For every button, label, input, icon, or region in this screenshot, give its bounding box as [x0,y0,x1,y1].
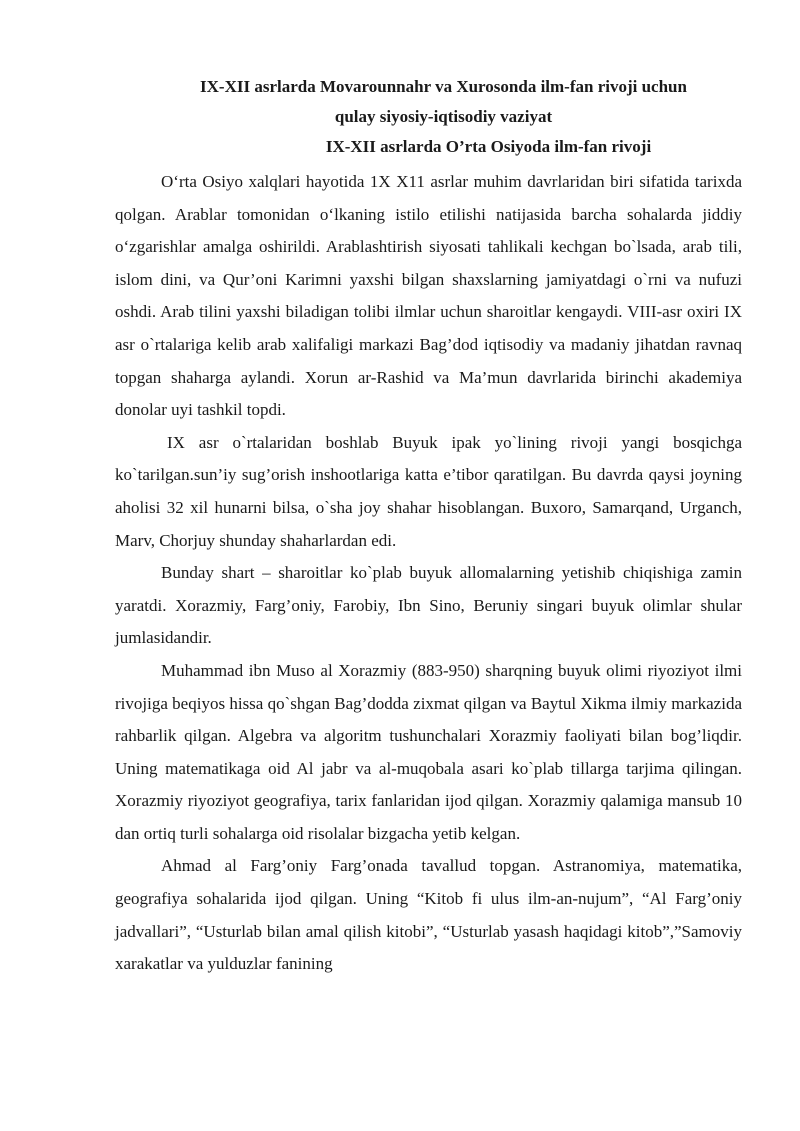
paragraph-1: O‘rta Osiyo xalqlari hayotida 1X X11 asrlar muhim davrlaridan biri sifatida tarixda qolgan. Arablar tomonidan o‘lkaning istilo etilishi natijasida barcha sohalarda jiddiy o‘zgarishlar amalga oshirildi. Arablashtirish siyosati tahlikali kechgan bo`lsada, arab tili, islom dini, va Qur’oni Karimni yaxshi bilgan shaxslarning jamiyatdagi o`rni va nufuzi oshdi. Arab tilini yaxshi biladigan tolibi ilmlar uchun sharoitlar kengaydi. VIII-asr oxiri IX asr o`rtalariga kelib arab xalifaligi markazi Bag’dod iqtisodiy va madaniy jihatdan ravnaq topgan shaharga aylandi. Xorun ar-Rashid va Ma’mun davrlarida birinchi akademiya donolar uyi tashkil topdi. [115,172,742,420]
paragraph-3: Bunday shart – sharoitlar ko`plab buyuk allomalarning yetishib chiqishiga zamin yaratdi. Xorazmiy, Farg’oniy, Farobiy, Ibn Sino, Beruniy singari buyuk olimlar shular jumlasidandir. [115,563,742,648]
document-title-continued: qulay siyosiy-iqtisodiy vaziyat [334,107,553,126]
document-title: IX-XII asrlarda Movarounnahr va Xurosonda ilm-fan rivoji uchun [200,77,687,96]
section-heading: IX-XII asrlarda O’rta Osiyoda ilm-fan rivoji [325,137,652,156]
paragraph-5: Ahmad al Farg’oniy Farg’onada tavallud topgan. Astranomiya, matematika, geografiya sohalarida ijod qilgan. Uning “Kitob fi ulus ilm-an-nujum”, “Al Farg’oniy jadvallari”, “Usturlab bilan amal qilish kitobi”, “Usturlab yasash haqidagi kitob”,”Samoviy xarakatlar va yulduzlar fanining [115,856,742,974]
paragraph-4: Muhammad ibn Muso al Xorazmiy (883-950) sharqning buyuk olimi riyoziyot ilmi rivojiga beqiyos hissa qo`shgan Bag’dodda zixmat qilgan va Baytul Xikma ilmiy markazida rahbarlik qilgan. Algebra va algoritm tushunchalari Xorazmiy faoliyati bilan bog’liqdir. Uning matematikaga oid Al jabr va al-muqobala asari ko`plab tillarga tarjima qilingan. Xorazmiy riyoziyot geografiya, tarix fanlaridan ijod qilgan. Xorazmiy qalamiga mansub 10 dan ortiq turli sohalarga oid risolalar bizgacha yetib kelgan. [115,660,742,843]
paragraph-2: IX asr o`rtalaridan boshlab Buyuk ipak yo`lining rivoji yangi bosqichga ko`tarilgan.sun’iy sug’orish inshootlariga katta e’tibor qaratilgan. Bu davrda qaysi joyning aholisi 32 xil hunarni bilsa, o`sha joy shahar hisoblangan. Buxoro, Samarqand, Urganch, Marv, Chorjuy shunday shaharlardan edi. [115,432,742,550]
document-page [115,72,742,981]
